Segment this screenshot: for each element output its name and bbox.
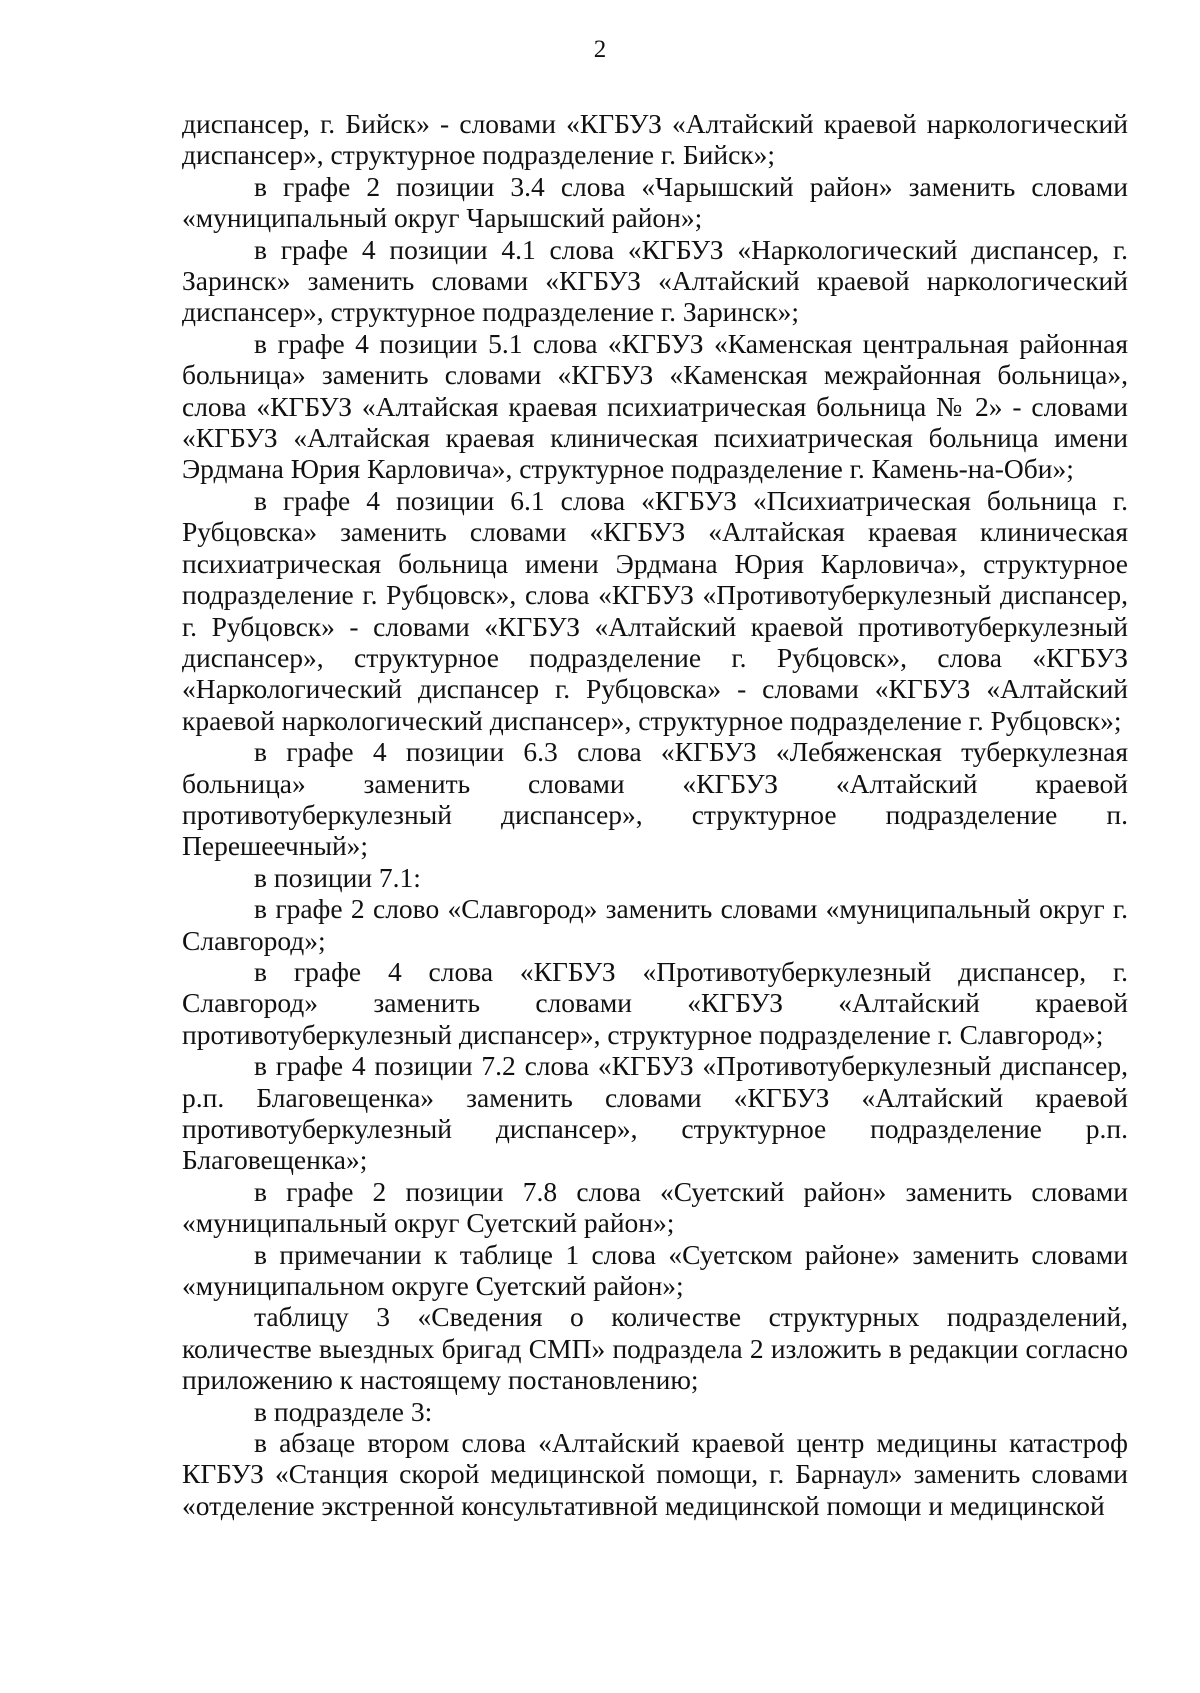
paragraph-9: в графе 4 слова «КГБУЗ «Противотуберкулезный диспансер, г. Славгород» заменить словами «КГБУЗ «Алтайский краевой противотуберкулезный диспансер», структурное подразделение г. Славгород»; [182,955,1128,1050]
paragraph-2: в графе 2 позиции 3.4 слова «Чарышский район» заменить словами «муниципальный округ Чарышский район»; [182,170,1128,234]
paragraph-4: в графе 4 позиции 5.1 слова «КГБУЗ «Каменская центральная районная больница» заменить словами «КГБУЗ «Каменская межрайонная больница», слова «КГБУЗ «Алтайская краевая психиатрическая больница № 2» - словами «КГБУЗ «Алтайская краевая клиническая психиатрическая больница имени Эрдмана Юрия Карловича», структурное подразделение г. Камень-на-Оби»; [182,327,1128,485]
paragraph-10: в графе 4 позиции 7.2 слова «КГБУЗ «Противотуберкулезный диспансер, р.п. Благовещенка» заменить словами «КГБУЗ «Алтайский краевой противотуберкулезный диспансер», структурное подразделение р.п. Благовещенка»; [182,1050,1128,1176]
paragraph-14: в подразделе 3: [254,1395,433,1427]
paragraph-11: в графе 2 позиции 7.8 слова «Суетский район» заменить словами «муниципальный округ Суетский район»; [182,1175,1128,1239]
page-number: 2 [593,36,607,63]
document-body [182,108,1128,1521]
paragraph-15: в абзаце втором слова «Алтайский краевой центр медицины катастроф КГБУЗ «Станция скорой медицинской помощи, г. Барнаул» заменить словами «отделение экстренной консультативной медицинской помощи и медицинской [182,1427,1128,1521]
paragraph-3: в графе 4 позиции 4.1 слова «КГБУЗ «Наркологический диспансер, г. Заринск» заменить словами «КГБУЗ «Алтайский краевой наркологический диспансер», структурное подразделение г. Заринск»; [182,233,1128,328]
paragraph-7: в позиции 7.1: [254,861,421,893]
paragraph-1: диспансер, г. Бийск» - словами «КГБУЗ «Алтайский краевой наркологический диспансер», структурное подразделение г. Бийск»; [182,108,1128,171]
paragraph-5: в графе 4 позиции 6.1 слова «КГБУЗ «Психиатрическая больница г. Рубцовска» заменить словами «КГБУЗ «Алтайская краевая клиническая психиатрическая больница имени Эрдмана Юрия Карловича», структурное подразделение г. Рубцовск», слова «КГБУЗ «Противотуберкулезный диспансер, г. Рубцовск» - словами «КГБУЗ «Алтайский краевой противотуберкулезный диспансер», структурное подразделение г. Рубцовск», слова «КГБУЗ «Наркологический диспансер г. Рубцовска» - словами «КГБУЗ «Алтайский краевой наркологический диспансер», структурное подразделение г. Рубцовск»; [182,484,1128,736]
paragraph-6: в графе 4 позиции 6.3 слова «КГБУЗ «Лебяженская туберкулезная больница» заменить словами «КГБУЗ «Алтайский краевой противотуберкулезный диспансер», структурное подразделение п. Перешеечный»; [182,736,1128,862]
paragraph-12: в примечании к таблице 1 слова «Суетском районе» заменить словами «муниципальном округе Суетский район»; [182,1238,1128,1302]
paragraph-13: таблицу 3 «Сведения о количестве структурных подразделений, количестве выездных бригад СМП» подраздела 2 изложить в редакции согласно приложению к настоящему постановлению; [182,1301,1128,1396]
paragraph-8: в графе 2 слово «Славгород» заменить словами «муниципальный округ г. Славгород»; [182,893,1128,956]
